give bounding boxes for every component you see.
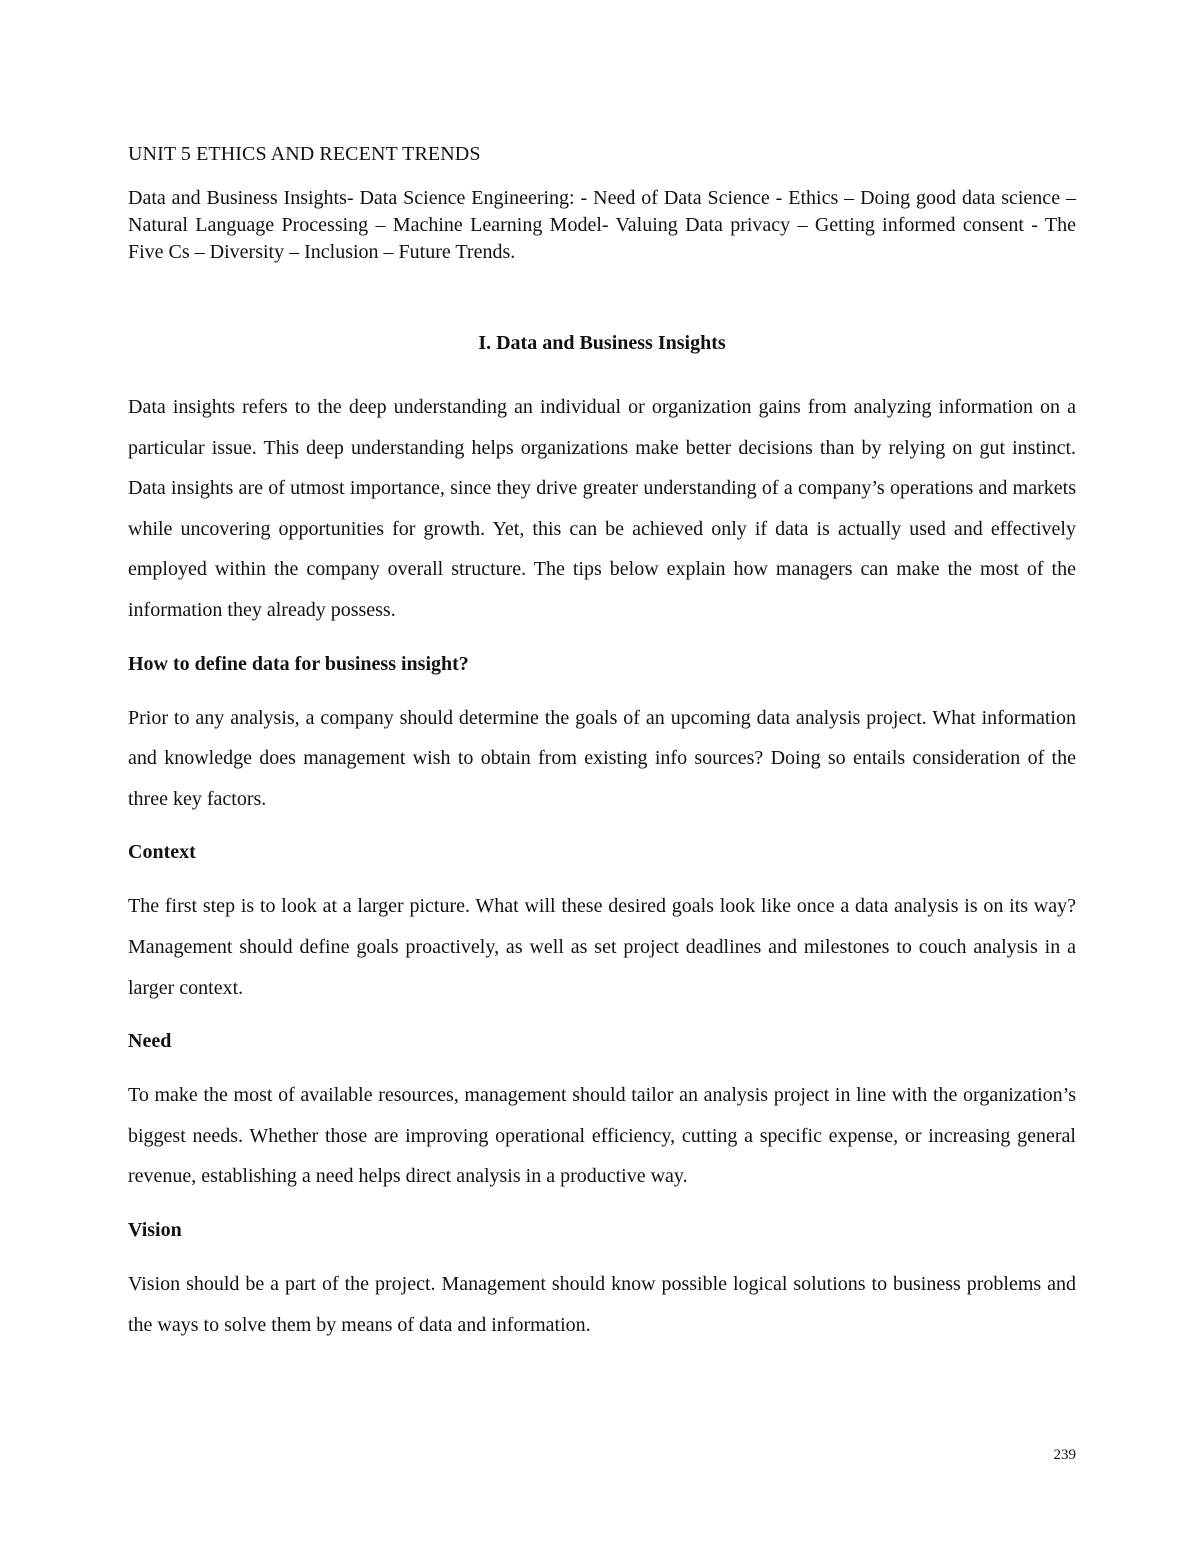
intro-paragraph: Data insights refers to the deep understanding an individual or organization gains from analyzing information on a particular issue. This deep understanding helps organizations make better decisions than by relying on gut instinct. Data insights are of utmost importance, since they drive greater understanding of a company’s operations and markets while uncovering opportunities for growth. Yet, this can be achieved only if data is actually used and effectively employed within the company overall structure. The tips below explain how managers can make the most of the information they already possess. [128,396,1076,621]
syllabus-paragraph: Data and Business Insights- Data Science Engineering: - Need of Data Science - Ethics – Doing good data science – Natural Language Processing – Machine Learning Model- Valuing Data privacy – Getting informed consent - The Five Cs – Diversity – Inclusion – Future Trends. [128,187,1076,263]
section-heading: I. Data and Business Insights [478,332,726,354]
page-number: 239 [1053,1447,1076,1463]
context-heading: Context [128,841,196,864]
need-paragraph: To make the most of available resources, management should tailor an analysis project in line with the organization’s biggest needs. Whether those are improving operational efficiency, cutting a specific expense, or increasing general revenue, establishing a need helps direct analysis in a productive way. [128,1084,1076,1188]
need-heading: Need [128,1030,172,1053]
vision-paragraph: Vision should be a part of the project. Management should know possible logical solutions to business problems and the ways to solve them by means of data and information. [128,1272,1076,1336]
page-content [128,141,1076,1345]
vision-heading: Vision [128,1218,182,1241]
define-paragraph: Prior to any analysis, a company should determine the goals of an upcoming data analysis project. What information and knowledge does management wish to obtain from existing info sources? Doing so entails consideration of the three key factors. [128,706,1076,810]
define-heading: How to define data for business insight? [128,652,469,675]
context-paragraph: The first step is to look at a larger picture. What will these desired goals look like once a data analysis is on its way? Management should define goals proactively, as well as set project deadlines and milestones to couch analysis in a larger context. [128,895,1076,999]
unit-title: UNIT 5 ETHICS AND RECENT TRENDS [128,143,481,165]
